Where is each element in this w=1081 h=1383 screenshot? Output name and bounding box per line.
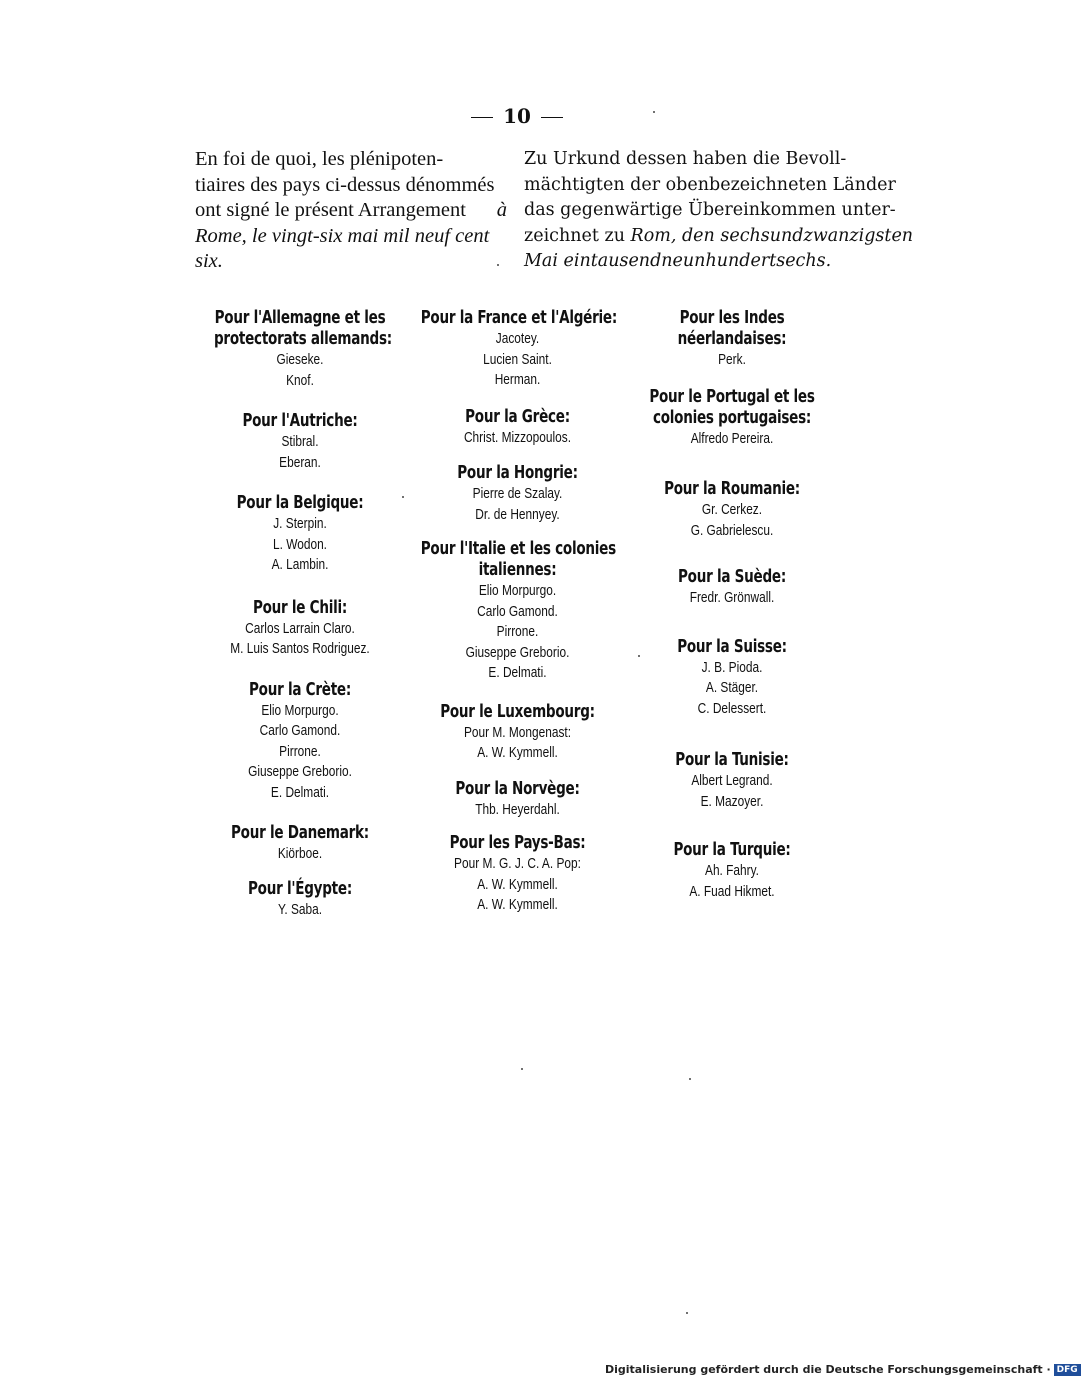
signature-block <box>200 598 400 660</box>
dash-left <box>471 117 493 118</box>
signatory-name: Elio Morpurgo. <box>261 702 339 719</box>
print-speck <box>521 1068 523 1070</box>
signature-heading: Pour la Suisse: <box>677 636 787 657</box>
preamble-french-line: six. <box>195 250 223 272</box>
page-number-value: 10 <box>503 104 531 128</box>
signatory-name: Stibral. <box>281 434 319 450</box>
signature-block <box>632 387 832 450</box>
preamble-french-line: tiaires des pays ci-dessus dénommés <box>195 173 495 196</box>
signatory-name: Pour M. G. J. C. A. Pop: <box>454 856 581 872</box>
signature-heading: Pour l'Italie et les colonies <box>420 539 616 559</box>
preamble-german-line: das gegenwärtige Übereinkommen unter- <box>524 200 896 220</box>
footer-text: Digitalisierung gefördert durch die Deutsche Forschungsgemeinschaft · <box>605 1363 1051 1376</box>
signature-heading: Pour la Tunisie: <box>675 750 789 770</box>
signature-block <box>632 637 832 720</box>
signatory-name: Gieseke. <box>276 352 324 368</box>
signatory-name: Perk. <box>718 352 746 368</box>
signature-heading: Pour la Roumanie: <box>664 479 800 499</box>
signatory-name: L. Wodon. <box>273 536 327 553</box>
signatory-name: Giuseppe Greborio. <box>465 644 570 661</box>
signature-block <box>405 702 630 764</box>
preamble-french <box>195 147 507 275</box>
signature-heading: Pour la France et l'Algérie: <box>420 308 618 328</box>
print-speck <box>653 111 655 113</box>
signatory-name: Elio Morpurgo. <box>478 583 557 599</box>
signature-heading: néerlandaises: <box>677 329 787 349</box>
signatory-name: Christ. Mizzopoulos. <box>463 429 572 446</box>
preamble-german-line: Zu Urkund dessen haben die Bevoll- <box>524 149 847 169</box>
signature-heading: Pour la Norvège: <box>455 778 580 799</box>
signature-block <box>405 539 630 684</box>
footer-credit <box>605 1363 1081 1376</box>
signature-heading: colonies portugaises: <box>652 407 812 428</box>
signatory-name: A. Lambin. <box>271 557 329 573</box>
signatory-name: Carlo Gamond. <box>477 603 558 620</box>
signatory-name: A. Stäger. <box>705 680 759 696</box>
signatory-name: J. B. Pioda. <box>701 659 763 676</box>
signature-heading: italiennes: <box>478 560 557 580</box>
signatory-name: A. Fuad Hikmet. <box>689 883 775 900</box>
signatory-name: Lucien Saint. <box>483 351 552 368</box>
signature-heading: Pour l'Allemagne et les <box>214 308 386 328</box>
signatory-name: Fredr. Grönwall. <box>689 590 775 606</box>
signature-block <box>200 823 400 865</box>
signatory-name: E. Mazoyer. <box>700 793 764 810</box>
signatory-name: Dr. de Hennyey. <box>475 506 560 523</box>
print-speck <box>497 264 499 266</box>
signatory-name: Pierre de Szalay. <box>472 486 563 502</box>
signatory-name: Alfredo Pereira. <box>690 430 774 447</box>
signatory-name: Gr. Cerkez. <box>701 502 763 518</box>
preamble-german-line: zeichnet zu Rom, den sechsundzwanzigsten <box>524 225 914 246</box>
signatory-name: G. Gabrielescu. <box>690 522 774 539</box>
signatory-name: Carlos Larrain Claro. <box>245 620 355 637</box>
signature-heading: Pour la Grèce: <box>465 406 570 427</box>
signature-column-1 <box>200 308 400 920</box>
signatory-name: A. W. Kymmell. <box>477 876 558 893</box>
signatory-name: Y. Saba. <box>277 901 323 918</box>
dash-right <box>541 117 563 118</box>
signature-block <box>405 463 630 525</box>
signature-heading: Pour le Luxembourg: <box>440 701 595 722</box>
signatory-name: Herman. <box>494 372 541 388</box>
print-speck <box>638 655 640 657</box>
signature-heading: protectorats allemands: <box>214 329 392 349</box>
signatory-name: A. W. Kymmell. <box>477 745 558 761</box>
preamble-german-line: Mai eintausendneunhundertsechs. <box>524 251 832 271</box>
preamble-german-line: mächtigten der obenbezeichneten Länder <box>524 174 896 195</box>
print-speck <box>402 496 404 498</box>
signature-heading: Pour la Hongrie: <box>457 463 578 483</box>
preamble-french-line: En foi de quoi, les plénipoten- <box>195 148 444 170</box>
print-speck <box>686 1312 688 1314</box>
signature-heading: Pour la Turquie: <box>673 840 791 860</box>
signatory-name: E. Delmati. <box>270 784 330 801</box>
signature-block <box>405 308 630 391</box>
signature-heading: Pour les Pays-Bas: <box>449 833 586 853</box>
preamble-french-line: ont signé le présent Arrangement à <box>195 199 507 221</box>
signatory-name: Giuseppe Greborio. <box>248 764 352 780</box>
signatory-name: C. Delessert. <box>697 700 767 717</box>
signature-heading: Pour le Chili: <box>252 597 348 618</box>
signature-block <box>405 407 630 449</box>
signatory-name: E. Delmati. <box>488 665 547 681</box>
signature-heading: Pour l'Autriche: <box>242 411 358 431</box>
signatory-name: Pirrone. <box>279 743 321 760</box>
signature-block <box>200 493 400 576</box>
preamble-german <box>524 147 914 275</box>
signature-block <box>200 680 400 804</box>
print-speck <box>689 1078 691 1080</box>
signature-block <box>632 750 832 812</box>
signature-column-3 <box>632 308 832 902</box>
signature-block <box>405 779 630 821</box>
signature-block <box>632 567 832 609</box>
signatory-name: Jacotey. <box>495 331 540 347</box>
signatory-name: Carlo Gamond. <box>259 723 341 739</box>
signatory-name: Knof. <box>286 372 314 389</box>
signature-heading: Pour la Crète: <box>248 679 351 700</box>
signature-heading: Pour la Suède: <box>677 567 787 587</box>
signature-heading: Pour le Danemark: <box>231 823 369 843</box>
signature-block <box>632 479 832 541</box>
signature-block <box>200 411 400 473</box>
signature-heading: Pour l'Égypte: <box>248 878 352 899</box>
signature-block <box>405 833 630 916</box>
preamble-french-line: Rome, le vingt-six mai mil neuf cent <box>195 224 490 247</box>
signature-block <box>200 308 400 391</box>
signatory-name: J. Sterpin. <box>273 516 327 532</box>
signature-heading: Pour le Portugal et les <box>649 386 815 407</box>
signatory-name: Pirrone. <box>496 624 539 640</box>
dfg-logo: DFG <box>1054 1364 1081 1376</box>
signature-heading: Pour la Belgique: <box>236 493 364 513</box>
signatory-name: Albert Legrand. <box>691 773 773 789</box>
signatory-name: A. W. Kymmell. <box>477 897 558 913</box>
signatory-name: Pour M. Mongenast: <box>463 724 572 741</box>
signatory-name: M. Luis Santos Rodriguez. <box>230 641 370 657</box>
signatory-name: Ah. Fahry. <box>705 863 759 879</box>
page-number <box>0 104 1034 128</box>
signature-block <box>200 879 400 921</box>
signature-column-2 <box>405 308 630 916</box>
signature-block <box>632 840 832 902</box>
signatory-name: Eberan. <box>279 454 321 471</box>
signature-block <box>632 308 832 371</box>
signatory-name: Kiörboe. <box>277 846 323 862</box>
signature-heading: Pour les Indes <box>679 308 785 328</box>
signatory-name: Thb. Heyerdahl. <box>475 801 560 818</box>
